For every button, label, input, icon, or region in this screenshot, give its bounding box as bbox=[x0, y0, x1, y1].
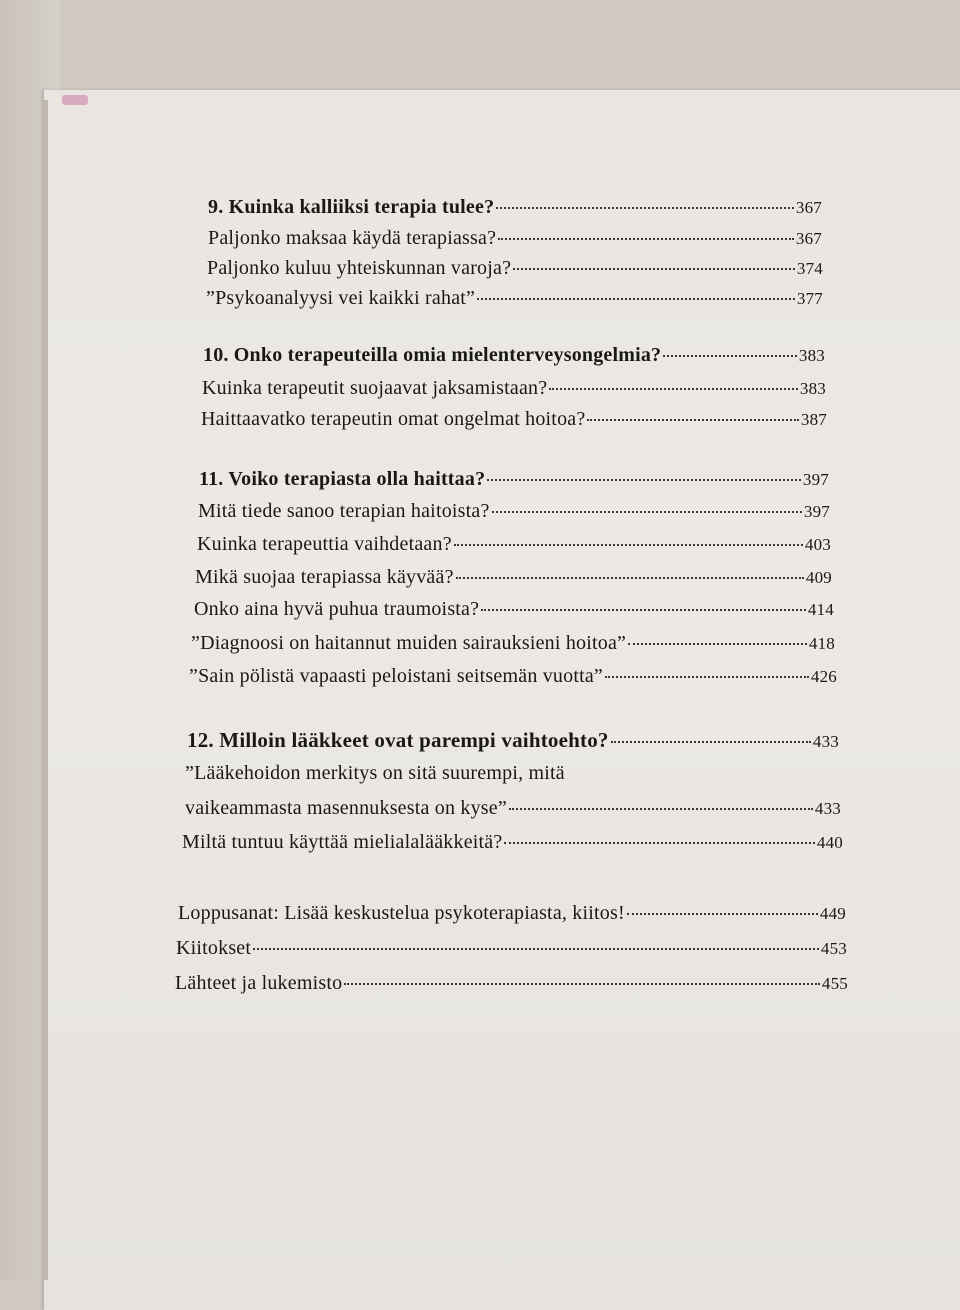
toc-entry-title: 9. Kuinka kalliiksi terapia tulee? bbox=[208, 196, 495, 218]
toc-entry-title: Haittaavatko terapeutin omat ongelmat hoitoa? bbox=[201, 408, 586, 430]
toc-item bbox=[207, 257, 823, 280]
dot-leader bbox=[344, 983, 820, 985]
toc-entry-title: ”Psykoanalyysi vei kaikki rahat” bbox=[206, 287, 476, 309]
toc-item bbox=[208, 227, 822, 250]
toc-page-number: 367 bbox=[795, 198, 822, 217]
dot-leader bbox=[509, 808, 813, 810]
toc-entry-title: 11. Voiko terapiasta olla haittaa? bbox=[199, 468, 486, 490]
toc-page-number: 449 bbox=[819, 904, 846, 923]
toc-entry-title: Kuinka terapeutit suojaavat jaksamistaan? bbox=[202, 377, 548, 399]
dot-leader bbox=[611, 741, 811, 743]
dot-leader bbox=[628, 643, 807, 645]
toc-page-number: 367 bbox=[795, 229, 822, 248]
dot-leader bbox=[253, 948, 819, 950]
toc-page-number: 433 bbox=[812, 732, 839, 751]
toc-item bbox=[189, 665, 837, 688]
toc-item bbox=[185, 797, 841, 820]
toc-entry-title: Mitä tiede sanoo terapian haitoista? bbox=[198, 500, 490, 522]
toc-chapter-9 bbox=[208, 196, 822, 219]
toc-page-number: 418 bbox=[808, 634, 835, 653]
toc-chapter-10 bbox=[203, 344, 825, 367]
dot-leader bbox=[496, 207, 794, 209]
toc-item bbox=[197, 533, 831, 556]
toc-entry-title: Kiitokset bbox=[176, 937, 252, 959]
dot-leader bbox=[549, 388, 798, 390]
toc-back-matter-item bbox=[175, 972, 848, 995]
dot-leader bbox=[498, 238, 794, 240]
toc-chapter-12 bbox=[187, 728, 839, 753]
toc-page-number: 374 bbox=[796, 259, 823, 278]
toc-page-number: 387 bbox=[800, 410, 827, 429]
dot-leader bbox=[454, 544, 803, 546]
toc-entry-title: 10. Onko terapeuteilla omia mielenterveysongelmia? bbox=[203, 344, 662, 366]
dot-leader bbox=[663, 355, 797, 357]
toc-entry-title: Loppusanat: Lisää keskustelua psykoterapiasta, kiitos! bbox=[178, 902, 625, 924]
toc-page-number: 433 bbox=[814, 799, 841, 818]
toc-entry-title: ”Sain pölistä vapaasti peloistani seitsemän vuotta” bbox=[189, 665, 603, 687]
toc-entry-title: Miltä tuntuu käyttää mielialalääkkeitä? bbox=[182, 831, 503, 853]
dot-leader bbox=[627, 913, 818, 915]
toc-item bbox=[202, 377, 826, 400]
toc-page-number: 455 bbox=[821, 974, 848, 993]
toc-page-number: 377 bbox=[796, 289, 823, 308]
toc-entry-title: Mikä suojaa terapiassa käyvää? bbox=[195, 566, 454, 588]
dot-leader bbox=[504, 842, 814, 844]
toc-page-number: 414 bbox=[807, 600, 834, 619]
toc-page-number: 383 bbox=[798, 346, 825, 365]
dot-leader bbox=[513, 268, 795, 270]
toc-page-number: 403 bbox=[804, 535, 831, 554]
toc-entry-title: vaikeammasta masennuksesta on kyse” bbox=[185, 797, 507, 819]
toc-back-matter-item bbox=[178, 902, 846, 925]
toc-item bbox=[182, 831, 843, 854]
toc-item bbox=[194, 598, 834, 621]
dot-leader bbox=[492, 511, 802, 513]
dot-leader bbox=[456, 577, 804, 579]
toc-item bbox=[198, 500, 830, 523]
toc-entry-title: Onko aina hyvä puhua traumoista? bbox=[194, 598, 480, 620]
dot-leader bbox=[487, 479, 801, 481]
toc-item bbox=[191, 632, 835, 655]
toc-page-number: 426 bbox=[810, 667, 837, 686]
toc-entry-title: Lähteet ja lukemisto bbox=[175, 972, 343, 994]
toc-entry-title: Kuinka terapeuttia vaihdetaan? bbox=[197, 533, 452, 555]
dot-leader bbox=[477, 298, 795, 300]
toc-page-number: 409 bbox=[805, 568, 832, 587]
toc-entry-title: Paljonko maksaa käydä terapiassa? bbox=[208, 227, 497, 249]
toc-item bbox=[201, 408, 827, 431]
toc-back-matter-item bbox=[176, 937, 847, 960]
toc-page-number: 397 bbox=[802, 470, 829, 489]
toc-chapter-11 bbox=[199, 468, 829, 491]
toc-page-number: 383 bbox=[799, 379, 826, 398]
toc-item bbox=[195, 566, 832, 589]
dot-leader bbox=[481, 609, 806, 611]
toc-entry-title: ”Diagnoosi on haitannut muiden sairauksieni hoitoa” bbox=[191, 632, 627, 654]
toc-entry-title: Paljonko kuluu yhteiskunnan varoja? bbox=[207, 257, 512, 279]
toc-entry-title: 12. Milloin lääkkeet ovat parempi vaihtoehto? bbox=[187, 728, 609, 752]
toc-page-number: 440 bbox=[816, 833, 843, 852]
toc-page-number: 397 bbox=[803, 502, 830, 521]
dot-leader bbox=[587, 419, 798, 421]
toc-entry-title-line1: ”Lääkehoidon merkitys on sitä suurempi, mitä bbox=[185, 762, 565, 784]
toc-page-number: 453 bbox=[820, 939, 847, 958]
toc-item bbox=[206, 287, 823, 310]
dot-leader bbox=[605, 676, 809, 678]
